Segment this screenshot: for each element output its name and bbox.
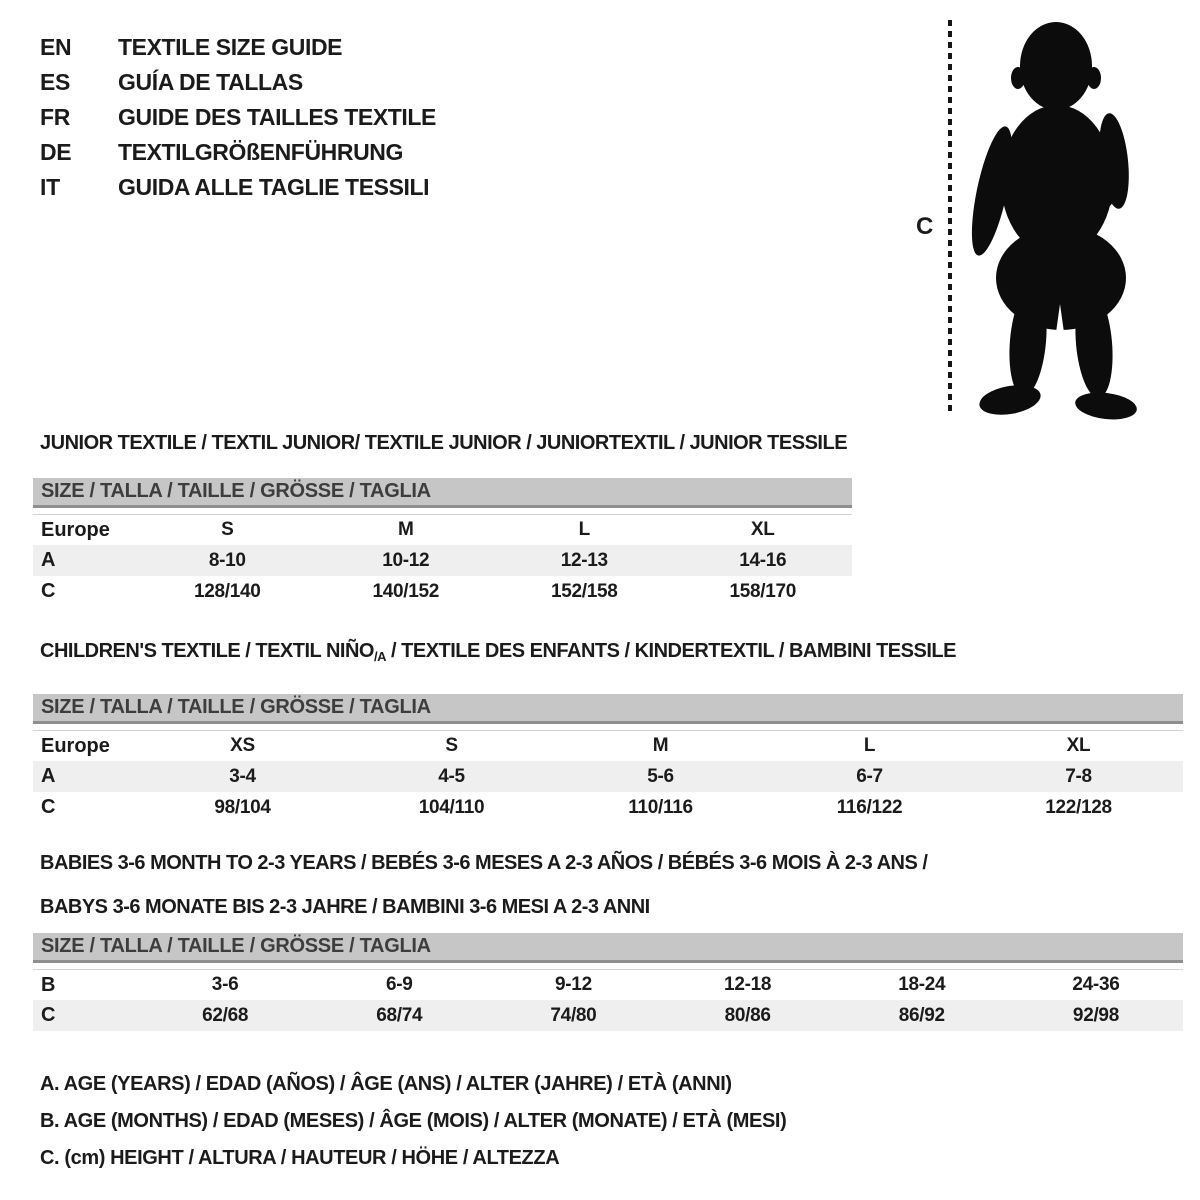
section-title-part: JUNIOR TEXTILE / TEXTIL JUNIOR/ TEXTILE JUNIOR / JUNIORTEXTIL / JUNIOR TESSILE — [40, 432, 848, 454]
row-label: A — [41, 765, 56, 787]
table-cell: 110/116 — [628, 796, 693, 818]
size-header-bar — [33, 933, 1183, 963]
section-title — [33, 432, 852, 454]
row-label: C — [41, 796, 56, 818]
table-cell: 92/98 — [1072, 1004, 1119, 1026]
table-cell: XL — [750, 519, 775, 540]
language-row — [40, 65, 436, 100]
section-title — [33, 640, 1183, 668]
table-row — [33, 761, 1183, 792]
table-cell: 5-6 — [647, 765, 674, 787]
legend-note-line: C. (cm) HEIGHT / ALTURA / HAUTEUR / HÖHE / ALTEZZA — [40, 1147, 560, 1169]
language-title: TEXTILGRÖßENFÜHRUNG — [118, 139, 403, 165]
size-table-section-2 — [33, 640, 1183, 823]
table-cell: XL — [1066, 735, 1091, 756]
table-cell: 12-13 — [560, 549, 608, 571]
language-row — [40, 170, 436, 205]
section-title — [33, 845, 1183, 882]
section-title-part: CHILDREN'S TEXTILE / TEXTIL NIÑO — [40, 640, 374, 662]
size-table-rows — [33, 730, 1183, 823]
language-row — [40, 135, 436, 170]
table-cell: 98/104 — [214, 796, 271, 818]
language-title-list — [40, 30, 436, 205]
size-header-label: SIZE / TALLA / TAILLE / GRÖSSE / TAGLIA — [41, 935, 431, 957]
table-cell: 152/158 — [550, 580, 618, 602]
table-cell: 3-6 — [211, 974, 239, 995]
section-title-part: BABIES 3-6 MONTH TO 2-3 YEARS / BEBÉS 3-6 MESES A 2-3 AÑOS / BÉBÉS 3-6 MOIS À 2-3 ANS / — [40, 852, 928, 874]
table-row — [33, 576, 852, 607]
table-cell: 68/74 — [376, 1004, 423, 1026]
size-header-bar — [33, 478, 852, 508]
table-cell: L — [863, 735, 876, 756]
table-cell: 14-16 — [739, 549, 787, 571]
size-table-rows — [33, 969, 1183, 1031]
table-cell: 62/68 — [202, 1004, 249, 1026]
language-code: DE — [40, 139, 72, 165]
table-cell: 80/86 — [724, 1004, 771, 1026]
table-row — [33, 1000, 1183, 1031]
table-cell: L — [578, 519, 590, 540]
table-cell: 12-18 — [724, 974, 772, 995]
table-cell: 18-24 — [898, 974, 946, 995]
table-cell: 6-9 — [385, 974, 413, 995]
table-cell: 4-5 — [438, 765, 465, 787]
language-row — [40, 30, 436, 65]
table-cell: S — [445, 735, 458, 756]
row-label: Europe — [41, 734, 110, 757]
table-row — [33, 514, 852, 545]
section-title — [33, 889, 1183, 926]
table-cell: M — [652, 735, 669, 756]
table-cell: 24-36 — [1072, 974, 1120, 995]
language-title: TEXTILE SIZE GUIDE — [118, 34, 343, 60]
size-header-label: SIZE / TALLA / TAILLE / GRÖSSE / TAGLIA — [41, 480, 431, 502]
table-row — [33, 792, 1183, 823]
table-row — [33, 730, 1183, 761]
table-cell: 6-7 — [856, 765, 883, 787]
row-label: A — [41, 549, 56, 571]
row-label: C — [41, 580, 56, 602]
legend-note-line: A. AGE (YEARS) / EDAD (AÑOS) / ÂGE (ANS) / ALTER (JAHRE) / ETÀ (ANNI) — [40, 1073, 732, 1095]
table-cell: 128/140 — [193, 580, 261, 602]
language-code: EN — [40, 34, 72, 60]
section-title-subscript: /A — [373, 649, 386, 664]
legend-notes — [40, 1066, 786, 1177]
table-cell: S — [221, 519, 234, 540]
row-label: Europe — [41, 518, 110, 541]
size-table-section-3 — [33, 845, 1183, 1031]
row-label: B — [41, 973, 56, 996]
size-table-rows — [33, 514, 852, 607]
table-cell: 158/170 — [729, 580, 797, 602]
table-cell: 9-12 — [555, 974, 592, 995]
language-title: GUIDA ALLE TAGLIE TESSILI — [118, 174, 430, 200]
height-measure-label: C — [916, 213, 934, 240]
toddler-silhouette-icon — [966, 16, 1141, 421]
height-measure-dashed-line — [948, 20, 952, 416]
size-header-bar — [33, 694, 1183, 724]
table-row — [33, 969, 1183, 1000]
table-cell: 122/128 — [1045, 796, 1112, 818]
table-cell: XS — [230, 735, 255, 756]
section-title-part: / TEXTILE DES ENFANTS / KINDERTEXTIL / BAMBINI TESSILE — [385, 640, 956, 662]
language-code: IT — [40, 174, 60, 200]
size-header-label: SIZE / TALLA / TAILLE / GRÖSSE / TAGLIA — [41, 696, 431, 718]
table-cell: M — [397, 519, 414, 540]
table-cell: 10-12 — [382, 549, 430, 571]
table-cell: 86/92 — [898, 1004, 945, 1026]
language-title: GUÍA DE TALLAS — [118, 69, 303, 95]
language-code: FR — [40, 104, 71, 130]
table-cell: 3-4 — [229, 765, 256, 787]
language-title: GUIDE DES TAILLES TEXTILE — [118, 104, 436, 130]
table-cell: 116/122 — [836, 796, 903, 818]
table-cell: 8-10 — [208, 549, 246, 571]
table-cell: 140/152 — [372, 580, 440, 602]
language-code: ES — [40, 69, 71, 95]
table-cell: 74/80 — [550, 1004, 597, 1026]
table-cell: 7-8 — [1065, 765, 1092, 787]
row-label: C — [41, 1004, 56, 1026]
size-table-section-1 — [33, 432, 852, 607]
table-cell: 104/110 — [418, 796, 485, 818]
legend-note-line: B. AGE (MONTHS) / EDAD (MESES) / ÂGE (MOIS) / ALTER (MONATE) / ETÀ (MESI) — [40, 1110, 787, 1132]
table-row — [33, 545, 852, 576]
section-title-part: BABYS 3-6 MONATE BIS 2-3 JAHRE / BAMBINI 3-6 MESI A 2-3 ANNI — [40, 896, 650, 918]
language-row — [40, 100, 436, 135]
